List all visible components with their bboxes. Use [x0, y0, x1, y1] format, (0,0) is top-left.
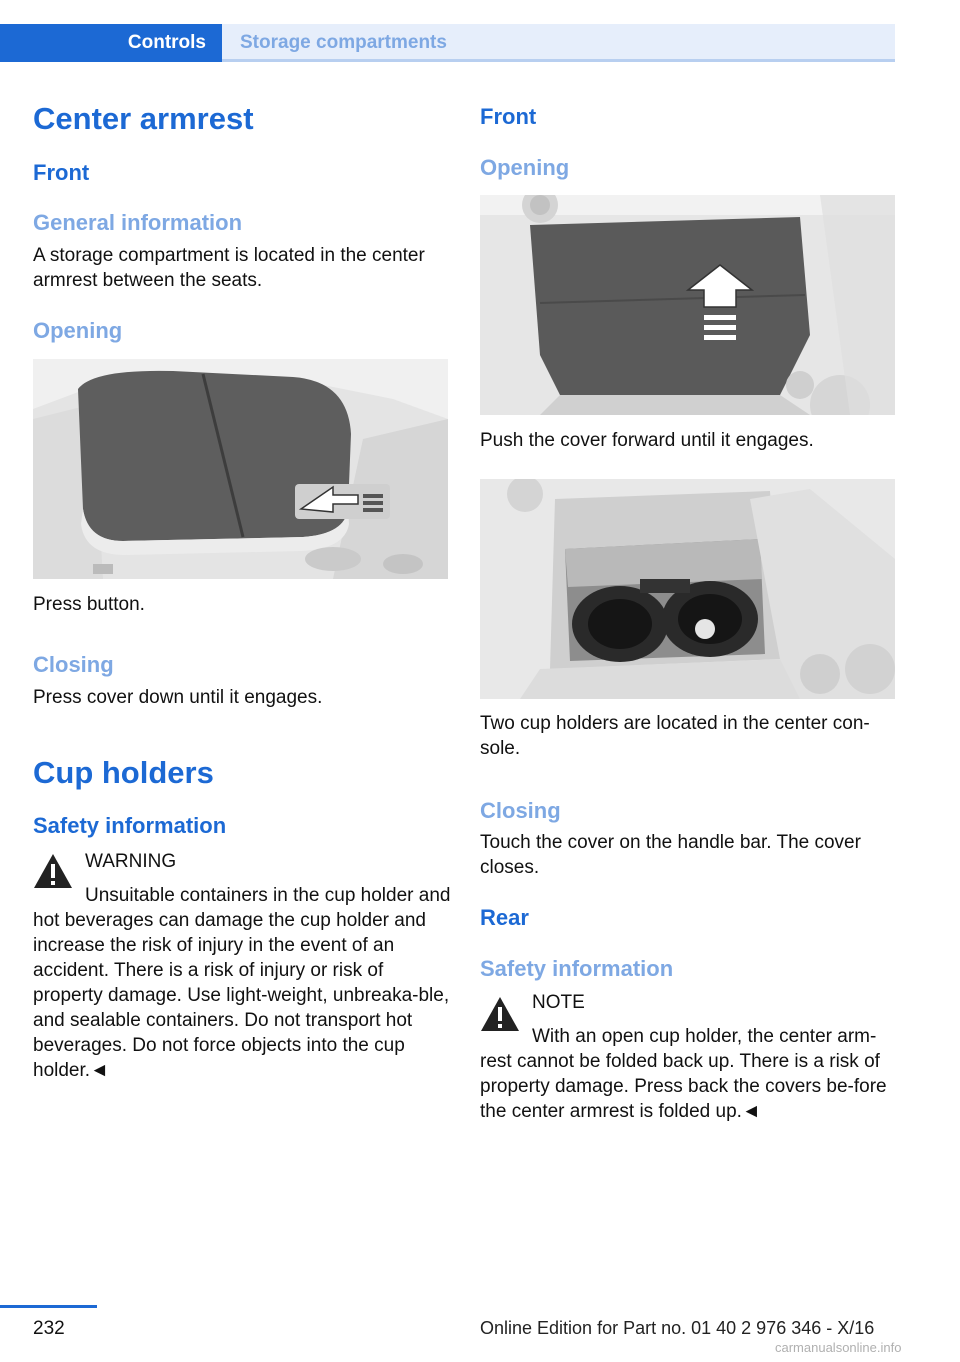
heading-opening: Opening	[33, 318, 123, 343]
page-number: 232	[33, 1318, 65, 1339]
note-label: NOTE	[532, 992, 585, 1013]
heading-safety-information: Safety information	[33, 813, 227, 838]
tab-controls[interactable]: Controls	[0, 24, 222, 62]
opening-caption: Press button.	[33, 594, 145, 615]
opening-caption-right: Push the cover forward until it engages.	[480, 430, 814, 451]
header-divider	[222, 59, 895, 62]
heading-front: Front	[33, 160, 90, 185]
watermark: carmanualsonline.info	[775, 1340, 902, 1355]
heading-closing: Closing	[33, 652, 114, 677]
heading-closing-right: Closing	[480, 798, 561, 823]
heading-rear: Rear	[480, 905, 529, 930]
section-title-center-armrest: Center armrest	[33, 101, 254, 136]
header-tabs	[0, 24, 895, 62]
heading-general-information: General information	[33, 210, 243, 235]
heading-front-right: Front	[480, 104, 537, 129]
section-title-cup-holders: Cup holders	[33, 755, 214, 790]
footer-divider	[0, 1305, 97, 1308]
warning-text: Unsuitable containers in the cup holder and hot beverages can damage the cup holder and increase the risk of injury in the event of an accident. There is a risk of injury or risk of property damage. Use light-weight, unbreaka-ble, and sealable containers. Do not transport hot beverages. Do not force objects into the cup holder.◄	[33, 885, 451, 1081]
tab-storage-compartments[interactable]: Storage compartments	[222, 24, 895, 62]
edition-text: Online Edition for Part no. 01 40 2 976 346 - X/16	[480, 1318, 875, 1338]
closing-text: Press cover down until it engages.	[33, 687, 323, 708]
heading-safety-information-rear: Safety information	[480, 956, 674, 981]
cup-holders-caption: Two cup holders are located in the center con-sole.	[480, 713, 870, 759]
note-text: With an open cup holder, the center arm-rest cannot be folded back up. There is a risk of property damage. Press back the covers be-fore the center armrest is folded up.◄	[480, 1026, 887, 1122]
cup-holder-cover-photo	[480, 195, 895, 415]
armrest-photo	[33, 359, 448, 579]
heading-opening-right: Opening	[480, 155, 570, 180]
warning-label: WARNING	[85, 851, 177, 872]
closing-text-right: Touch the cover on the handle bar. The cover closes.	[480, 832, 861, 878]
cup-holders-open-photo	[480, 479, 895, 699]
general-info-text: A storage compartment is located in the center armrest between the seats.	[33, 245, 425, 291]
